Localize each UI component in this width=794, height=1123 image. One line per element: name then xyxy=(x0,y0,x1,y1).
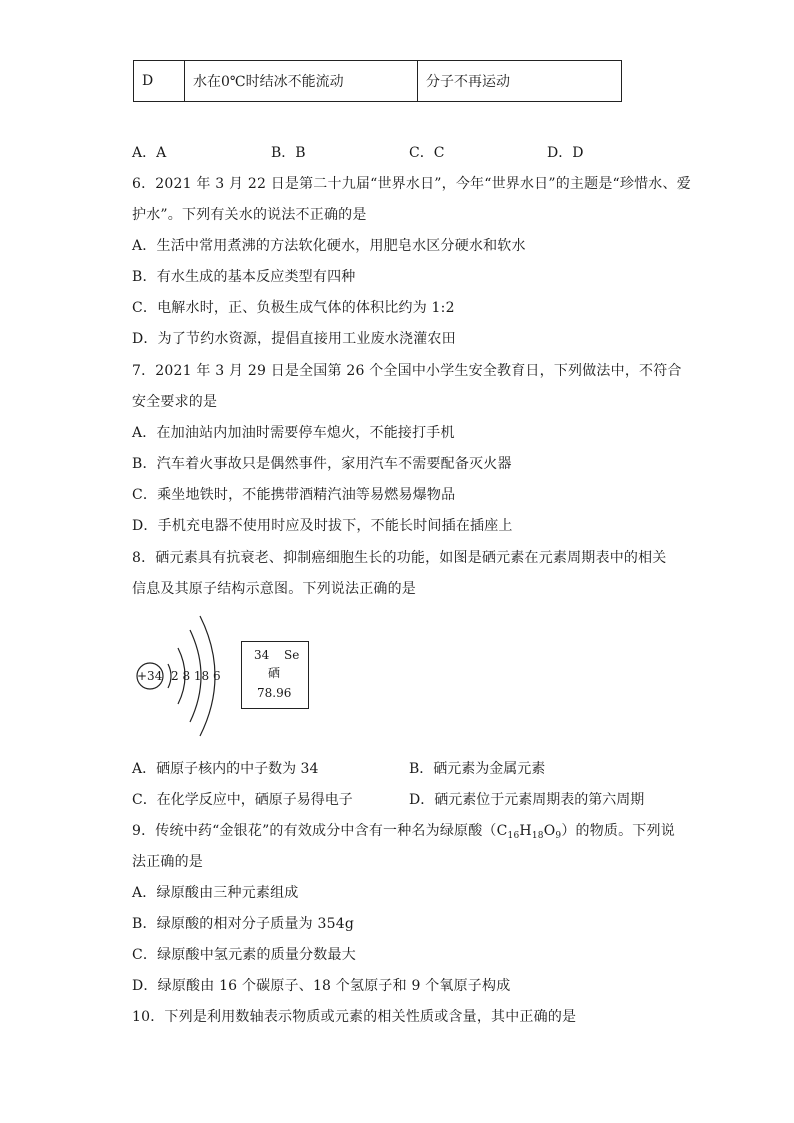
q6-stem-line1: 6．2021 年 3 月 22 日是第二十九届“世界水日”，今年“世界水日”的主题是“珍惜水、爱 xyxy=(132,176,691,192)
q9-stem-line2: 法正确的是 xyxy=(132,854,203,870)
element-name: 硒 xyxy=(268,666,281,680)
q9-option-d[interactable]: D．绿原酸由 16 个碳原子、18 个氢原子和 9 个氧原子构成 xyxy=(132,978,511,994)
q7-option-d[interactable]: D．手机充电器不使用时应及时拔下，不能长时间插在插座上 xyxy=(132,518,513,534)
q5-option-a[interactable]: A．A xyxy=(132,145,167,161)
q9-stem-line1: 9．传统中药“金银花”的有效成分中含有一种名为绿原酸$(C_{16}H_{18}O_9)$的物质。下列说 xyxy=(132,823,675,841)
q7-option-c[interactable]: C．乘坐地铁时，不能携带酒精汽油等易燃易爆物品 xyxy=(132,487,456,503)
q8-option-d[interactable]: D．硒元素位于元素周期表的第六周期 xyxy=(409,792,645,808)
q10-stem: 10．下列是利用数轴表示物质或元素的相关性质或含量，其中正确的是 xyxy=(132,1009,577,1025)
table-row xyxy=(134,61,622,102)
answer-table xyxy=(133,60,622,102)
element-card-selenium xyxy=(241,641,309,709)
atomic-number: 34 xyxy=(254,648,270,662)
q5-option-c[interactable]: C．C xyxy=(409,145,445,161)
chemical-formula: $C_{16}H_{18}O_9$ xyxy=(496,823,562,841)
q8-option-c[interactable]: C．在化学反应中，硒原子易得电子 xyxy=(132,792,353,808)
q7-option-a[interactable]: A．在加油站内加油时需要停车熄火，不能接打手机 xyxy=(132,425,455,441)
q5-option-b[interactable]: B．B xyxy=(271,145,306,161)
table-cell-phenomenon: 水在0℃时结冰不能流动 xyxy=(185,61,418,102)
q7-option-b[interactable]: B．汽车着火事故只是偶然事件，家用汽车不需要配备灭火器 xyxy=(132,456,512,472)
q8-stem-line2: 信息及其原子结构示意图。下列说法正确的是 xyxy=(132,581,416,597)
q6-stem-line2: 护水”。下列有关水的说法不正确的是 xyxy=(132,207,367,223)
q7-stem-line1: 7．2021 年 3 月 29 日是全国第 26 个全国中小学生安全教育日，下列做法中，不符合 xyxy=(132,363,682,379)
element-symbol: Se xyxy=(284,648,300,662)
q5-option-d[interactable]: D．D xyxy=(547,145,584,161)
q8-stem-line1: 8．硒元素具有抗衰老、抑制癌细胞生长的功能，如图是硒元素在元素周期表中的相关 xyxy=(132,550,667,566)
q9-option-c[interactable]: C．绿原酸中氢元素的质量分数最大 xyxy=(132,947,356,963)
electron-counts: 2 8 18 6 xyxy=(171,669,221,683)
table-cell-explanation: 分子不再运动 xyxy=(418,61,622,102)
q6-option-b[interactable]: B．有水生成的基本反应类型有四种 xyxy=(132,269,356,285)
q7-stem-line2: 安全要求的是 xyxy=(132,394,218,410)
q9-option-b[interactable]: B．绿原酸的相对分子质量为 354g xyxy=(132,916,355,932)
q9-option-a[interactable]: A．绿原酸由三种元素组成 xyxy=(132,885,299,901)
q8-option-b[interactable]: B．硒元素为金属元素 xyxy=(409,761,546,777)
q6-option-c[interactable]: C．电解水时，正、负极生成气体的体积比约为 1:2 xyxy=(132,300,455,316)
nucleus-charge: +34 xyxy=(137,669,163,683)
q6-option-a[interactable]: A．生活中常用煮沸的方法软化硬水，用肥皂水区分硬水和软水 xyxy=(132,238,526,254)
atomic-mass: 78.96 xyxy=(257,686,292,700)
table-cell-letter: D xyxy=(134,61,185,102)
q8-option-a[interactable]: A．硒原子核内的中子数为 34 xyxy=(132,761,319,777)
q6-option-d[interactable]: D．为了节约水资源，提倡直接用工业废水浇灌农田 xyxy=(132,331,456,347)
